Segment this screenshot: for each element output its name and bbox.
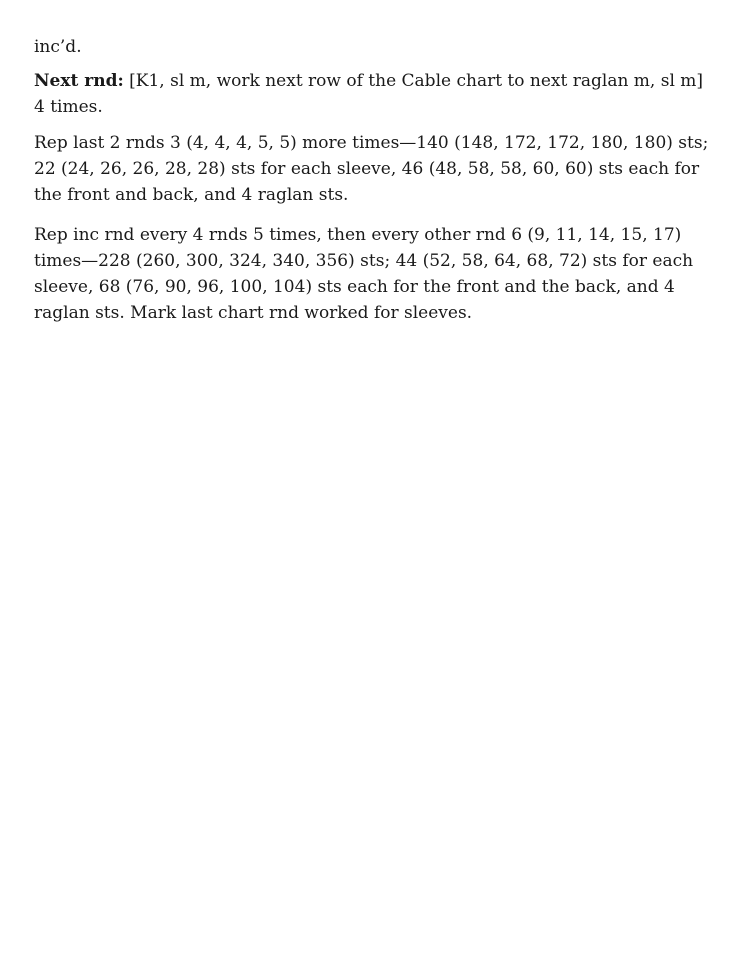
paragraph-text: Rep last 2 rnds 3 (4, 4, 4, 5, 5) more times—140 (148, 172, 172, 180, 180) sts; 22 (24, 26, 26, 28, 28) sts for each sleeve, 46 (48, 58, 58, 60, 60) sts each for the front and back, and 4 raglan sts. (34, 133, 709, 205)
paragraph-repeat-rnds (34, 130, 716, 208)
paragraph-repeat-inc (34, 222, 716, 326)
paragraph-text: Rep inc rnd every 4 rnds 5 times, then every other rnd 6 (9, 11, 14, 15, 17) times—228 (260, 300, 324, 340, 356) sts; 44 (52, 58, 64, 68, 72) sts for each sleeve, 68 (76, 90, 96, 100, 104) sts each for the front and the back, and 4 raglan sts. Mark last chart rnd worked for sleeves. (34, 225, 694, 323)
paragraph-text: [K1, sl m, work next row of the Cable chart to next raglan m, sl m] 4 times. (34, 71, 704, 117)
paragraph-lead: Next rnd: (34, 71, 124, 91)
paragraph-next-rnd (34, 68, 716, 120)
paragraph-text: inc’d. (34, 37, 82, 57)
paragraph-continuation (34, 34, 716, 60)
